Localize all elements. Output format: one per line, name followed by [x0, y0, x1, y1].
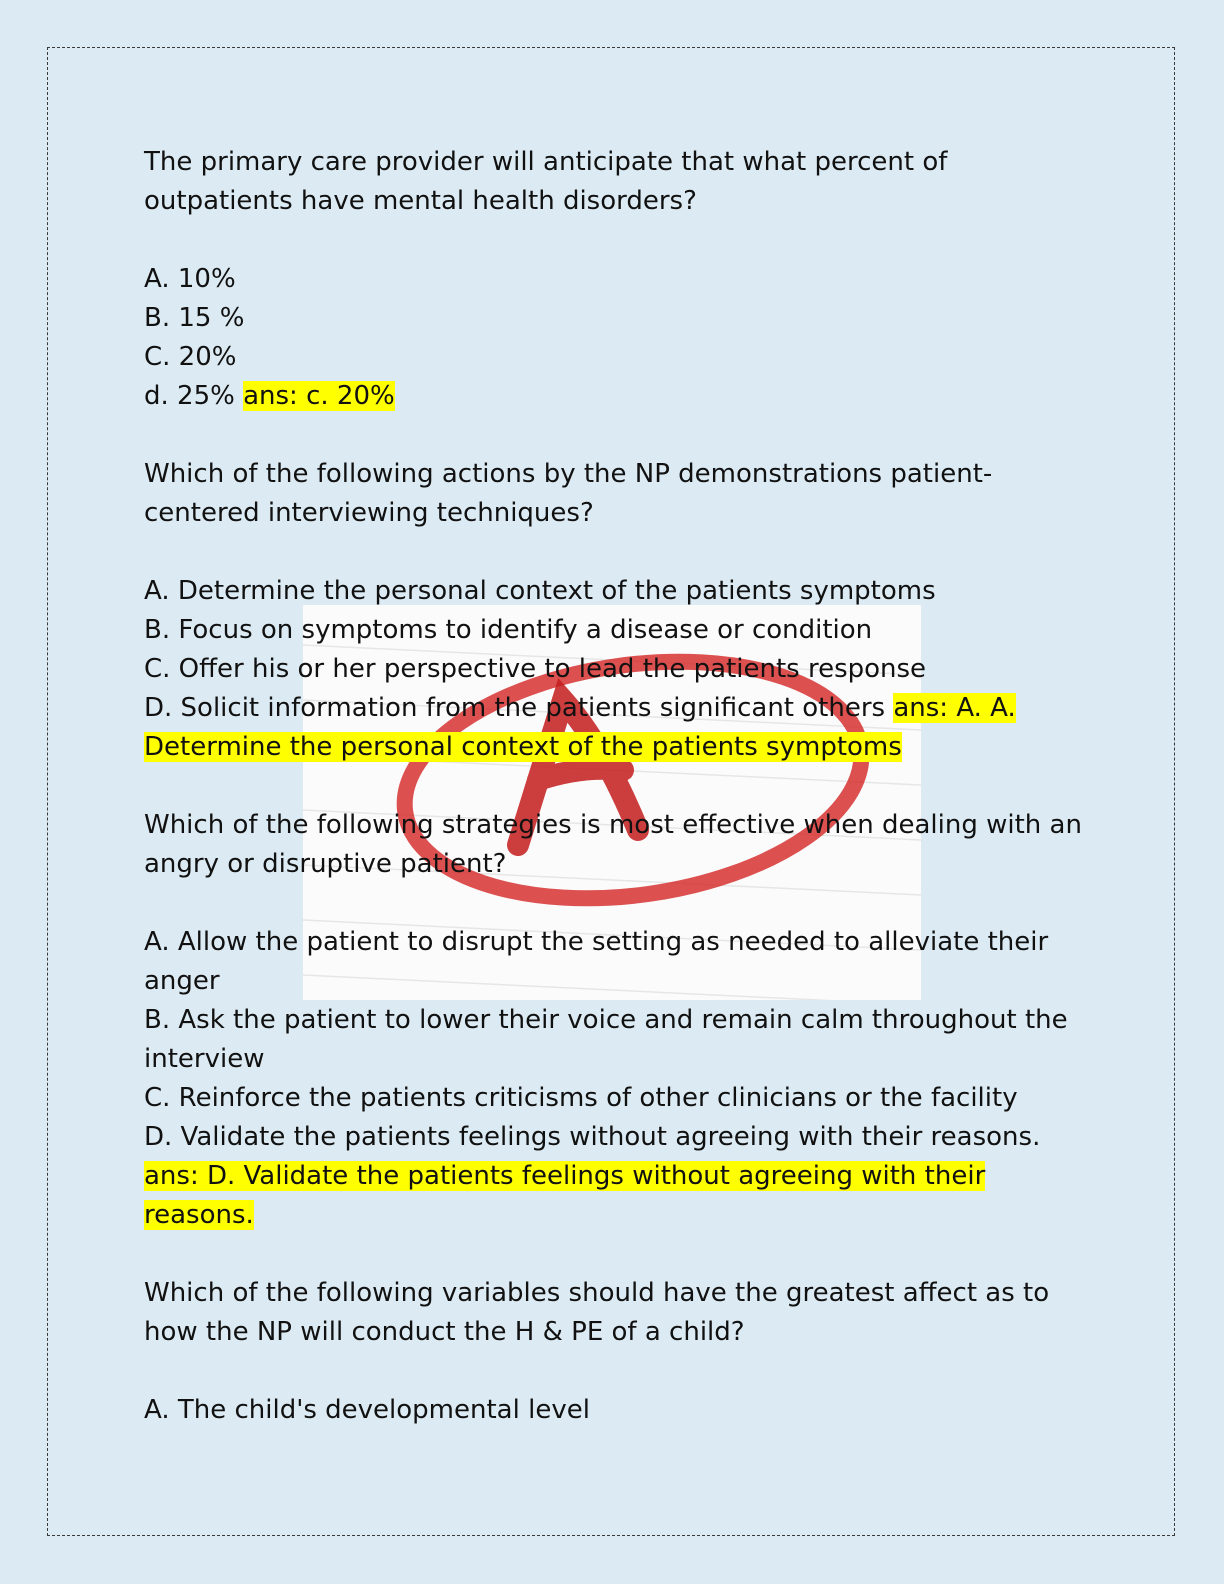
answer-key-highlight: Determine the personal context of the patients symptoms: [144, 732, 902, 762]
answer-option: D. Solicit information from the patients significant others: [144, 693, 894, 723]
question-stem-line: how the NP will conduct the H & PE of a child?: [144, 1317, 745, 1347]
answer-key-highlight: ans: A. A.: [893, 693, 1016, 723]
answer-option: interview: [144, 1044, 265, 1074]
question-stem-line: angry or disruptive patient?: [144, 849, 507, 879]
answer-key-highlight: ans: c. 20%: [243, 381, 395, 411]
answer-key-highlight: ans: D. Validate the patients feelings without agreeing with their: [144, 1161, 986, 1191]
question-3: [144, 806, 1084, 1235]
question-1: [144, 143, 1084, 416]
answer-option: anger: [144, 966, 220, 996]
question-stem-line: Which of the following actions by the NP demonstrations patient-: [144, 459, 993, 489]
answer-key-line: [144, 728, 1084, 767]
answer-option: C. Offer his or her perspective to lead the patients response: [144, 654, 927, 684]
question-stem-line: Which of the following variables should have the greatest affect as to: [144, 1278, 1050, 1308]
question-stem-line: outpatients have mental health disorders?: [144, 186, 697, 216]
answer-option: A. Allow the patient to disrupt the setting as needed to alleviate their: [144, 927, 1049, 957]
answer-option: A. 10%: [144, 264, 236, 294]
answer-key-line: [144, 1157, 1084, 1196]
question-stem-line: Which of the following strategies is most effective when dealing with an: [144, 810, 1082, 840]
answer-option: A. Determine the personal context of the patients symptoms: [144, 576, 936, 606]
answer-option: A. The child's developmental level: [144, 1395, 590, 1425]
question-stem-line: centered interviewing techniques?: [144, 498, 594, 528]
answer-option: C. 20%: [144, 342, 237, 372]
answer-option: D. Validate the patients feelings without agreeing with their reasons.: [144, 1122, 1041, 1152]
answer-option: B. Ask the patient to lower their voice and remain calm throughout the: [144, 1005, 1068, 1035]
answer-option: C. Reinforce the patients criticisms of other clinicians or the facility: [144, 1083, 1018, 1113]
answer-option-with-key: [144, 689, 1084, 728]
answer-key-highlight: reasons.: [144, 1200, 254, 1230]
answer-option: B. Focus on symptoms to identify a disease or condition: [144, 615, 873, 645]
document-content: [144, 143, 1084, 1430]
answer-key-line: [144, 1196, 1084, 1235]
question-stem-line: The primary care provider will anticipate that what percent of: [144, 147, 948, 177]
answer-option: B. 15 %: [144, 303, 245, 333]
question-2: [144, 455, 1084, 767]
answer-option-with-key: [144, 377, 1084, 416]
question-4: [144, 1274, 1084, 1430]
answer-option: d. 25%: [144, 381, 244, 411]
